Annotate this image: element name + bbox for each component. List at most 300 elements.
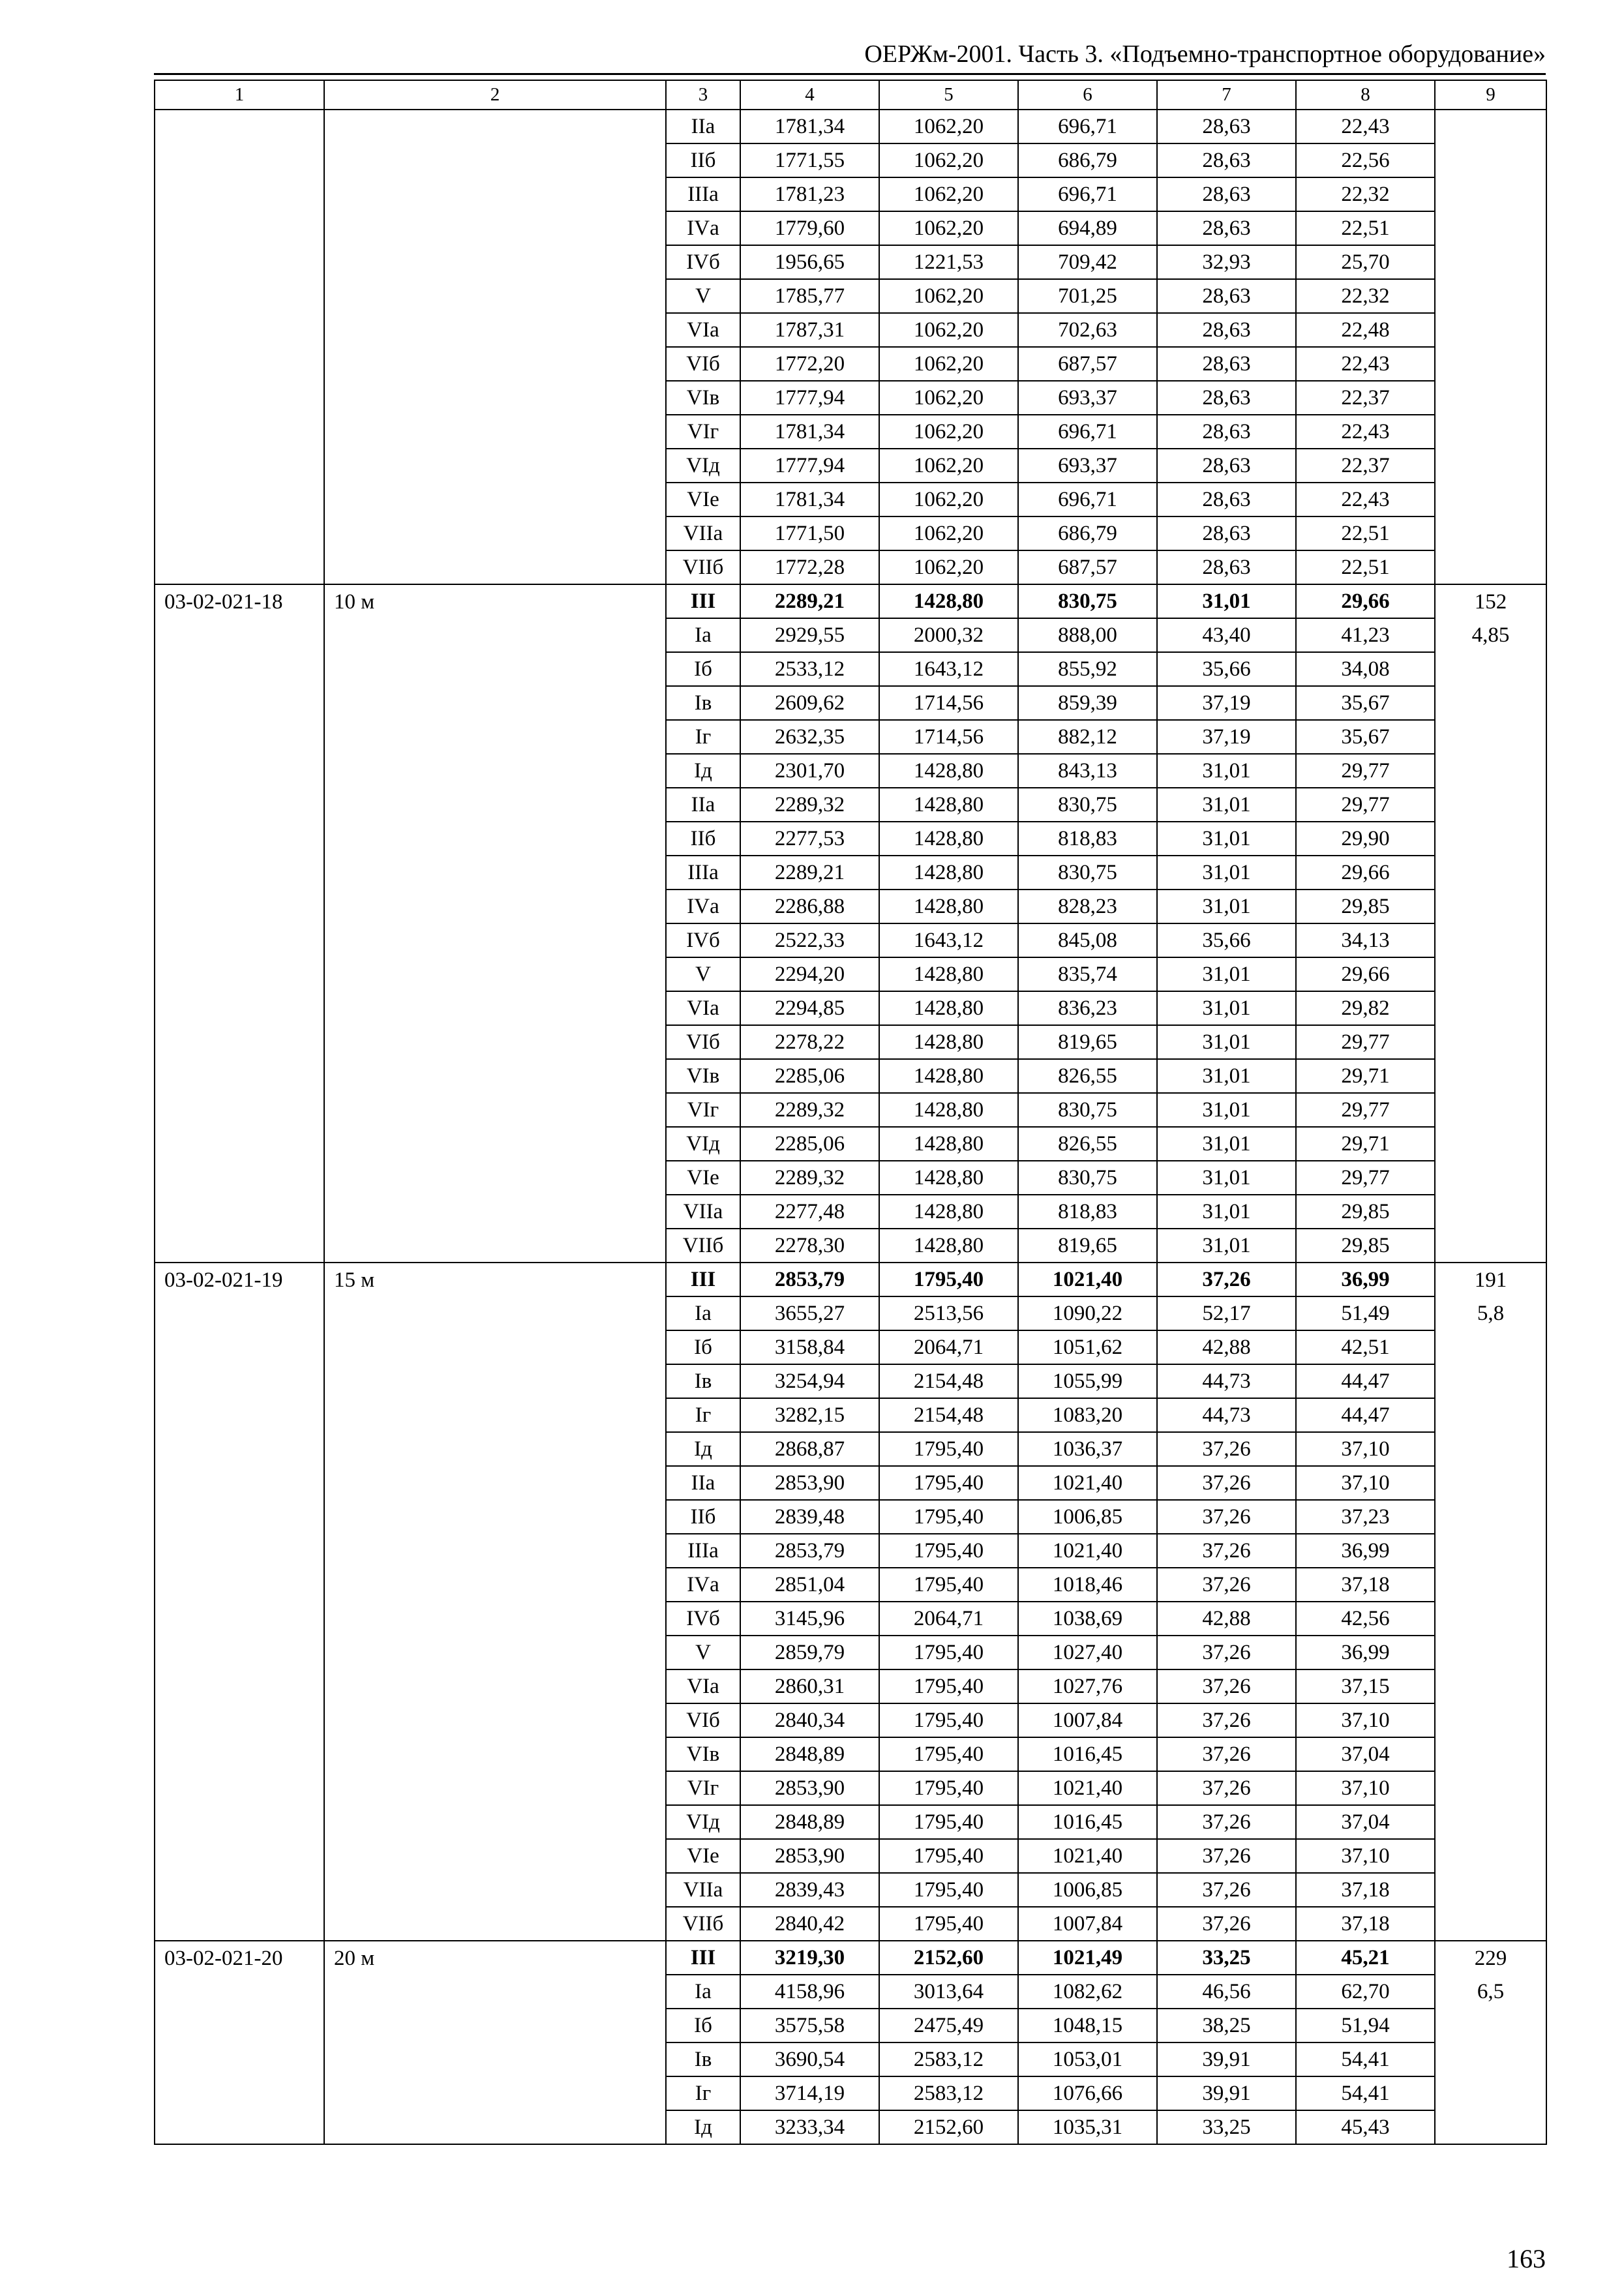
value-cell-col6: 882,12 [1018,720,1157,754]
value-cell-col8: 37,15 [1296,1669,1435,1703]
zone-cell: VIIа [666,1195,740,1229]
table-row [155,1466,1546,1500]
name-cell [324,720,666,754]
zone-cell: VIг [666,1771,740,1805]
value-cell-col8: 22,37 [1296,449,1435,483]
value-cell-col6: 693,37 [1018,449,1157,483]
value-cell-col4: 2277,48 [740,1195,879,1229]
value-cell-col8: 54,41 [1296,2042,1435,2076]
value-cell-col4: 1771,55 [740,143,879,177]
zone-cell: VIIб [666,550,740,584]
value-cell-col8: 29,66 [1296,856,1435,890]
value-cell-col9 [1435,1907,1546,1941]
value-cell-col9: 6,5 [1435,1975,1546,2009]
name-cell [324,1398,666,1432]
code-cell [155,1703,324,1737]
value-cell-col7: 42,88 [1157,1602,1296,1636]
code-cell [155,890,324,923]
value-cell-col5: 1795,40 [879,1636,1018,1669]
value-cell-col6: 1048,15 [1018,2009,1157,2042]
value-cell-col9 [1435,143,1546,177]
name-cell: 20 м [324,1941,666,1975]
table-row [155,143,1546,177]
code-cell [155,245,324,279]
value-cell-col5: 2475,49 [879,2009,1018,2042]
value-cell-col8: 29,77 [1296,1161,1435,1195]
code-cell [155,1805,324,1839]
value-cell-col6: 687,57 [1018,347,1157,381]
name-cell [324,1195,666,1229]
zone-cell: IVа [666,890,740,923]
value-cell-col5: 1795,40 [879,1771,1018,1805]
value-cell-col6: 701,25 [1018,279,1157,313]
value-cell-col5: 2154,48 [879,1364,1018,1398]
zone-cell: Iд [666,2110,740,2144]
name-cell [324,1093,666,1127]
value-cell-col6: 845,08 [1018,923,1157,957]
code-cell [155,1466,324,1500]
code-cell [155,1500,324,1534]
name-cell [324,754,666,788]
value-cell-col9 [1435,1466,1546,1500]
code-cell [155,1127,324,1161]
code-cell [155,1839,324,1873]
column-number: 2 [324,80,666,110]
value-cell-col4: 2286,88 [740,890,879,923]
value-cell-col7: 44,73 [1157,1398,1296,1432]
table-row [155,1703,1546,1737]
name-cell [324,1466,666,1500]
value-cell-col6: 1021,40 [1018,1263,1157,1296]
value-cell-col9 [1435,1568,1546,1602]
name-cell [324,1500,666,1534]
name-cell [324,211,666,245]
value-cell-col9 [1435,347,1546,381]
value-cell-col5: 1062,20 [879,550,1018,584]
value-cell-col8: 37,04 [1296,1805,1435,1839]
zone-cell: VIб [666,1703,740,1737]
value-cell-col4: 2277,53 [740,822,879,856]
name-cell [324,1873,666,1907]
code-cell: 03-02-021-20 [155,1941,324,1975]
table-row [155,415,1546,449]
value-cell-col8: 29,90 [1296,822,1435,856]
table-row [155,1568,1546,1602]
value-cell-col8: 45,43 [1296,2110,1435,2144]
value-cell-col4: 2632,35 [740,720,879,754]
value-cell-col7: 31,01 [1157,1025,1296,1059]
table-row [155,754,1546,788]
table-row [155,1161,1546,1195]
zone-cell: Iа [666,1975,740,2009]
value-cell-col7: 37,26 [1157,1669,1296,1703]
zone-cell: VIе [666,483,740,516]
value-cell-col4: 3219,30 [740,1941,879,1975]
column-number: 5 [879,80,1018,110]
table-row [155,516,1546,550]
value-cell-col8: 22,43 [1296,110,1435,143]
value-cell-col9 [1435,2009,1546,2042]
value-cell-col5: 1062,20 [879,177,1018,211]
name-cell [324,1534,666,1568]
zone-cell: VIг [666,1093,740,1127]
value-cell-col5: 1428,80 [879,957,1018,991]
table-row [155,1839,1546,1873]
value-cell-col9 [1435,720,1546,754]
value-cell-col5: 1062,20 [879,279,1018,313]
table-row [155,856,1546,890]
value-cell-col6: 696,71 [1018,415,1157,449]
value-cell-col8: 41,23 [1296,618,1435,652]
value-cell-col6: 830,75 [1018,788,1157,822]
value-cell-col9: 229 [1435,1941,1546,1975]
value-cell-col4: 2294,20 [740,957,879,991]
value-cell-col4: 2853,90 [740,1466,879,1500]
value-cell-col7: 37,19 [1157,720,1296,754]
value-cell-col6: 1055,99 [1018,1364,1157,1398]
value-cell-col5: 1428,80 [879,1059,1018,1093]
value-cell-col6: 687,57 [1018,550,1157,584]
value-cell-col5: 1062,20 [879,516,1018,550]
code-cell [155,856,324,890]
value-cell-col9 [1435,1093,1546,1127]
value-cell-col4: 2853,90 [740,1771,879,1805]
table-row [155,550,1546,584]
value-cell-col6: 1076,66 [1018,2076,1157,2110]
value-cell-col6: 1018,46 [1018,1568,1157,1602]
name-cell [324,923,666,957]
value-cell-col9 [1435,1195,1546,1229]
value-cell-col5: 2154,48 [879,1398,1018,1432]
table-row [155,449,1546,483]
value-cell-col9 [1435,923,1546,957]
value-cell-col4: 2289,21 [740,584,879,618]
value-cell-col9 [1435,1398,1546,1432]
value-cell-col9 [1435,788,1546,822]
value-cell-col8: 51,49 [1296,1296,1435,1330]
value-cell-col8: 22,43 [1296,415,1435,449]
zone-cell: IVб [666,1602,740,1636]
zone-cell: VIIа [666,1873,740,1907]
name-cell [324,1229,666,1263]
table-row [155,1195,1546,1229]
value-cell-col4: 2533,12 [740,652,879,686]
value-cell-col7: 31,01 [1157,1127,1296,1161]
value-cell-col8: 29,71 [1296,1059,1435,1093]
code-cell [155,1975,324,2009]
value-cell-col7: 31,01 [1157,957,1296,991]
column-number: 8 [1296,80,1435,110]
value-cell-col7: 31,01 [1157,1093,1296,1127]
value-cell-col5: 1062,20 [879,381,1018,415]
table-row [155,1296,1546,1330]
name-cell [324,1771,666,1805]
table-row [155,110,1546,143]
value-cell-col8: 22,43 [1296,483,1435,516]
value-cell-col4: 1777,94 [740,381,879,415]
value-cell-col8: 22,51 [1296,211,1435,245]
zone-cell: Iг [666,720,740,754]
value-cell-col6: 835,74 [1018,957,1157,991]
table-row [155,923,1546,957]
zone-cell: VIв [666,1059,740,1093]
value-cell-col9 [1435,211,1546,245]
table-row [155,1364,1546,1398]
value-cell-col4: 3690,54 [740,2042,879,2076]
value-cell-col5: 2000,32 [879,618,1018,652]
value-cell-col5: 1428,80 [879,584,1018,618]
value-cell-col8: 37,10 [1296,1432,1435,1466]
value-cell-col4: 2285,06 [740,1059,879,1093]
code-cell [155,991,324,1025]
table-row [155,1330,1546,1364]
value-cell-col6: 830,75 [1018,1093,1157,1127]
value-cell-col4: 1772,20 [740,347,879,381]
value-cell-col4: 2851,04 [740,1568,879,1602]
value-cell-col7: 28,63 [1157,177,1296,211]
value-cell-col7: 39,91 [1157,2076,1296,2110]
value-cell-col7: 37,26 [1157,1432,1296,1466]
value-cell-col6: 1036,37 [1018,1432,1157,1466]
value-cell-col9 [1435,856,1546,890]
value-cell-col8: 22,32 [1296,177,1435,211]
value-cell-col7: 44,73 [1157,1364,1296,1398]
name-cell [324,449,666,483]
value-cell-col7: 31,01 [1157,1059,1296,1093]
value-cell-col4: 1781,34 [740,415,879,449]
code-cell [155,2042,324,2076]
name-cell [324,1703,666,1737]
value-cell-col9 [1435,1839,1546,1873]
code-cell [155,1059,324,1093]
table-row [155,313,1546,347]
name-cell [324,1025,666,1059]
value-cell-col4: 3655,27 [740,1296,879,1330]
value-cell-col8: 29,66 [1296,957,1435,991]
value-cell-col6: 1016,45 [1018,1737,1157,1771]
value-cell-col7: 31,01 [1157,1229,1296,1263]
value-cell-col5: 1795,40 [879,1568,1018,1602]
value-cell-col7: 37,26 [1157,1805,1296,1839]
value-cell-col7: 32,93 [1157,245,1296,279]
name-cell [324,347,666,381]
name-cell [324,1975,666,2009]
value-cell-col5: 2064,71 [879,1602,1018,1636]
value-cell-col6: 830,75 [1018,856,1157,890]
table-row [155,2042,1546,2076]
value-cell-col5: 1795,40 [879,1669,1018,1703]
value-cell-col5: 1428,80 [879,1195,1018,1229]
zone-cell: VIа [666,313,740,347]
value-cell-col9 [1435,550,1546,584]
name-cell [324,957,666,991]
name-cell [324,1636,666,1669]
name-cell [324,1805,666,1839]
value-cell-col5: 1062,20 [879,110,1018,143]
value-cell-col7: 37,26 [1157,1771,1296,1805]
value-cell-col7: 37,26 [1157,1703,1296,1737]
name-cell [324,822,666,856]
value-cell-col6: 826,55 [1018,1127,1157,1161]
name-cell [324,110,666,143]
value-cell-col5: 1428,80 [879,1127,1018,1161]
value-cell-col6: 1006,85 [1018,1873,1157,1907]
value-cell-col5: 1795,40 [879,1737,1018,1771]
value-cell-col9 [1435,957,1546,991]
value-cell-col4: 2848,89 [740,1737,879,1771]
page-number: 163 [1507,2244,1546,2273]
value-cell-col8: 22,32 [1296,279,1435,313]
value-cell-col7: 28,63 [1157,347,1296,381]
code-cell [155,1771,324,1805]
value-cell-col9 [1435,1432,1546,1466]
code-cell [155,1907,324,1941]
zone-cell: IVб [666,245,740,279]
value-cell-col5: 1795,40 [879,1839,1018,1873]
name-cell [324,890,666,923]
table-row [155,652,1546,686]
value-cell-col4: 2289,32 [740,1161,879,1195]
value-cell-col7: 31,01 [1157,788,1296,822]
value-cell-col6: 859,39 [1018,686,1157,720]
code-cell [155,618,324,652]
value-cell-col5: 1795,40 [879,1873,1018,1907]
value-cell-col7: 31,01 [1157,890,1296,923]
value-cell-col4: 1785,77 [740,279,879,313]
value-cell-col6: 1006,85 [1018,1500,1157,1534]
column-number: 3 [666,80,740,110]
code-cell [155,516,324,550]
code-cell [155,1398,324,1432]
value-cell-col4: 2278,22 [740,1025,879,1059]
name-cell [324,516,666,550]
name-cell [324,1296,666,1330]
column-number-row [155,80,1546,110]
value-cell-col9 [1435,449,1546,483]
value-cell-col7: 33,25 [1157,1941,1296,1975]
value-cell-col7: 31,01 [1157,754,1296,788]
value-cell-col8: 42,56 [1296,1602,1435,1636]
value-cell-col4: 3714,19 [740,2076,879,2110]
value-cell-col7: 31,01 [1157,1195,1296,1229]
value-cell-col8: 42,51 [1296,1330,1435,1364]
value-cell-col6: 1027,76 [1018,1669,1157,1703]
value-cell-col4: 2848,89 [740,1805,879,1839]
value-cell-col6: 1021,40 [1018,1534,1157,1568]
code-cell [155,686,324,720]
value-cell-col7: 52,17 [1157,1296,1296,1330]
zone-cell: IIа [666,1466,740,1500]
value-cell-col7: 37,26 [1157,1907,1296,1941]
value-cell-col8: 37,18 [1296,1873,1435,1907]
name-cell [324,143,666,177]
table-row [155,1398,1546,1432]
value-cell-col4: 2285,06 [740,1127,879,1161]
value-cell-col6: 696,71 [1018,110,1157,143]
value-cell-col9 [1435,1161,1546,1195]
name-cell [324,1432,666,1466]
column-number: 6 [1018,80,1157,110]
zone-cell: IIб [666,143,740,177]
value-cell-col9 [1435,381,1546,415]
value-cell-col9 [1435,110,1546,143]
value-cell-col7: 31,01 [1157,1161,1296,1195]
value-cell-col8: 44,47 [1296,1398,1435,1432]
value-cell-col4: 2853,79 [740,1534,879,1568]
value-cell-col7: 37,26 [1157,1873,1296,1907]
code-cell [155,1161,324,1195]
name-cell [324,2110,666,2144]
code-cell: 03-02-021-18 [155,584,324,618]
value-cell-col9 [1435,1636,1546,1669]
value-cell-col7: 28,63 [1157,143,1296,177]
name-cell [324,415,666,449]
value-cell-col6: 826,55 [1018,1059,1157,1093]
value-cell-col4: 1771,50 [740,516,879,550]
table-row [155,618,1546,652]
code-cell [155,1568,324,1602]
value-cell-col5: 1795,40 [879,1805,1018,1839]
value-cell-col7: 28,63 [1157,550,1296,584]
value-cell-col8: 37,10 [1296,1839,1435,1873]
value-cell-col6: 686,79 [1018,516,1157,550]
value-cell-col8: 29,85 [1296,1195,1435,1229]
code-cell [155,550,324,584]
value-cell-col6: 1021,40 [1018,1771,1157,1805]
value-cell-col5: 1428,80 [879,754,1018,788]
value-cell-col4: 2853,90 [740,1839,879,1873]
zone-cell: VIIа [666,516,740,550]
value-cell-col7: 37,26 [1157,1466,1296,1500]
value-cell-col5: 1428,80 [879,1025,1018,1059]
code-cell [155,1873,324,1907]
table-row [155,1229,1546,1263]
value-cell-col4: 3254,94 [740,1364,879,1398]
value-cell-col9 [1435,1025,1546,1059]
zone-cell: IIIа [666,856,740,890]
value-cell-col8: 36,99 [1296,1534,1435,1568]
table-row [155,245,1546,279]
value-cell-col7: 28,63 [1157,483,1296,516]
table-row [155,211,1546,245]
table-row [155,1534,1546,1568]
zone-cell: IIа [666,788,740,822]
value-cell-col5: 2583,12 [879,2076,1018,2110]
code-cell: 03-02-021-19 [155,1263,324,1296]
zone-cell: VIб [666,347,740,381]
value-cell-col6: 836,23 [1018,991,1157,1025]
value-cell-col6: 1021,49 [1018,1941,1157,1975]
value-cell-col8: 22,43 [1296,347,1435,381]
value-cell-col6: 1090,22 [1018,1296,1157,1330]
value-cell-col6: 888,00 [1018,618,1157,652]
value-cell-col9 [1435,1330,1546,1364]
value-cell-col6: 830,75 [1018,584,1157,618]
value-cell-col9 [1435,516,1546,550]
value-cell-col5: 3013,64 [879,1975,1018,2009]
value-cell-col8: 44,47 [1296,1364,1435,1398]
value-cell-col7: 33,25 [1157,2110,1296,2144]
zone-cell: VIIб [666,1229,740,1263]
value-cell-col6: 1035,31 [1018,2110,1157,2144]
zone-cell: VIе [666,1839,740,1873]
table-row [155,381,1546,415]
name-cell [324,618,666,652]
table-row [155,1602,1546,1636]
value-cell-col7: 39,91 [1157,2042,1296,2076]
value-cell-col5: 1643,12 [879,652,1018,686]
value-cell-col9 [1435,2042,1546,2076]
